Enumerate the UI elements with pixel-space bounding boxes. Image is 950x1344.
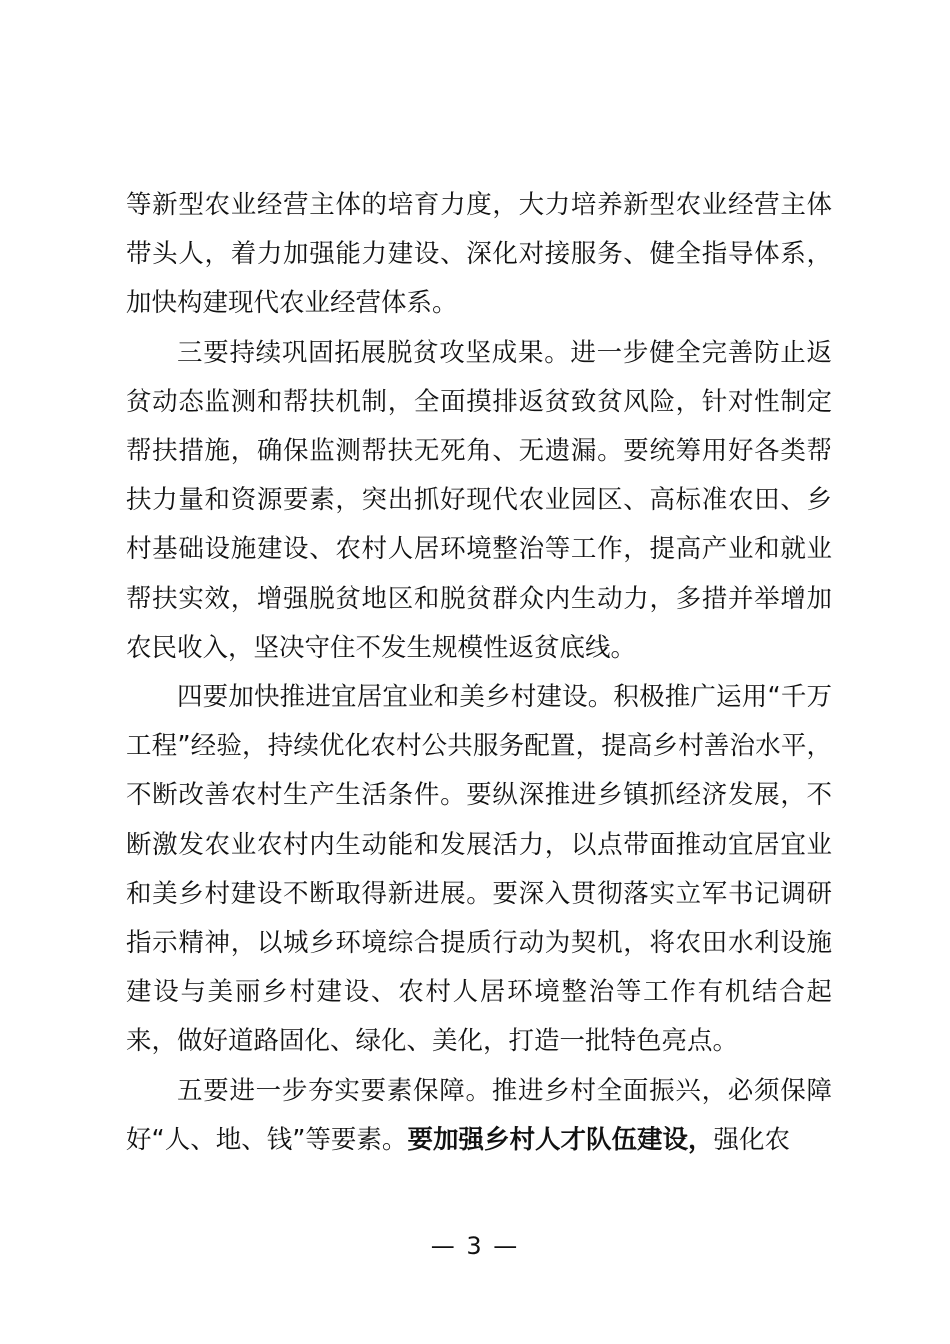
paragraph-4-bold-text: 要加强乡村人才队伍建设， (407, 1124, 714, 1155)
paragraph-1: 等新型农业经营主体的培育力度，大力培养新型农业经营主体带头人，着力加强能力建设、深化对接服务、健全指导体系，加快构建现代农业经营体系。 (126, 190, 832, 319)
paragraph-3: 四要加快推进宜居宜业和美乡村建设。积极推广运用“千万工程”经验，持续优化农村公共服务配置，提高乡村善治水平，不断改善农村生产生活条件。要纵深推进乡镇抓经济发展，不断激发农业农村内生动能和发展活力，以点带面推动宜居宜业和美乡村建设不断取得新进展。要深入贯彻落实立军书记调研指示精神，以城乡环境综合提质行动为契机，将农田水利设施建设与美丽乡村建设、农村人居环境整治等工作有机结合起来，做好道路固化、绿化、美化，打造一批特色亮点。 (126, 682, 832, 1057)
paragraph-2: 三要持续巩固拓展脱贫攻坚成果。进一步健全完善防止返贫动态监测和帮扶机制，全面摸排返贫致贫风险，针对性制定帮扶措施，确保监测帮扶无死角、无遗漏。要统筹用好各类帮扶力量和资源要素，突出抓好现代农业园区、高标准农田、乡村基础设施建设、农村人居环境整治等工作，提高产业和就业帮扶实效，增强脱贫地区和脱贫群众内生动力，多措并举增加农民收入，坚决守住不发生规模性返贫底线。 (126, 337, 832, 663)
paragraph-4-text: 五要进一步夯实要素保障。推进乡村全面振兴，必须保障好“人、地、钱”等要素。 (126, 1075, 832, 1155)
page-number: — 3 — (430, 1232, 520, 1260)
paragraph-4-tail-text: 强化农 (713, 1124, 790, 1155)
body-text (126, 181, 832, 1165)
paragraph-4 (126, 1067, 832, 1165)
